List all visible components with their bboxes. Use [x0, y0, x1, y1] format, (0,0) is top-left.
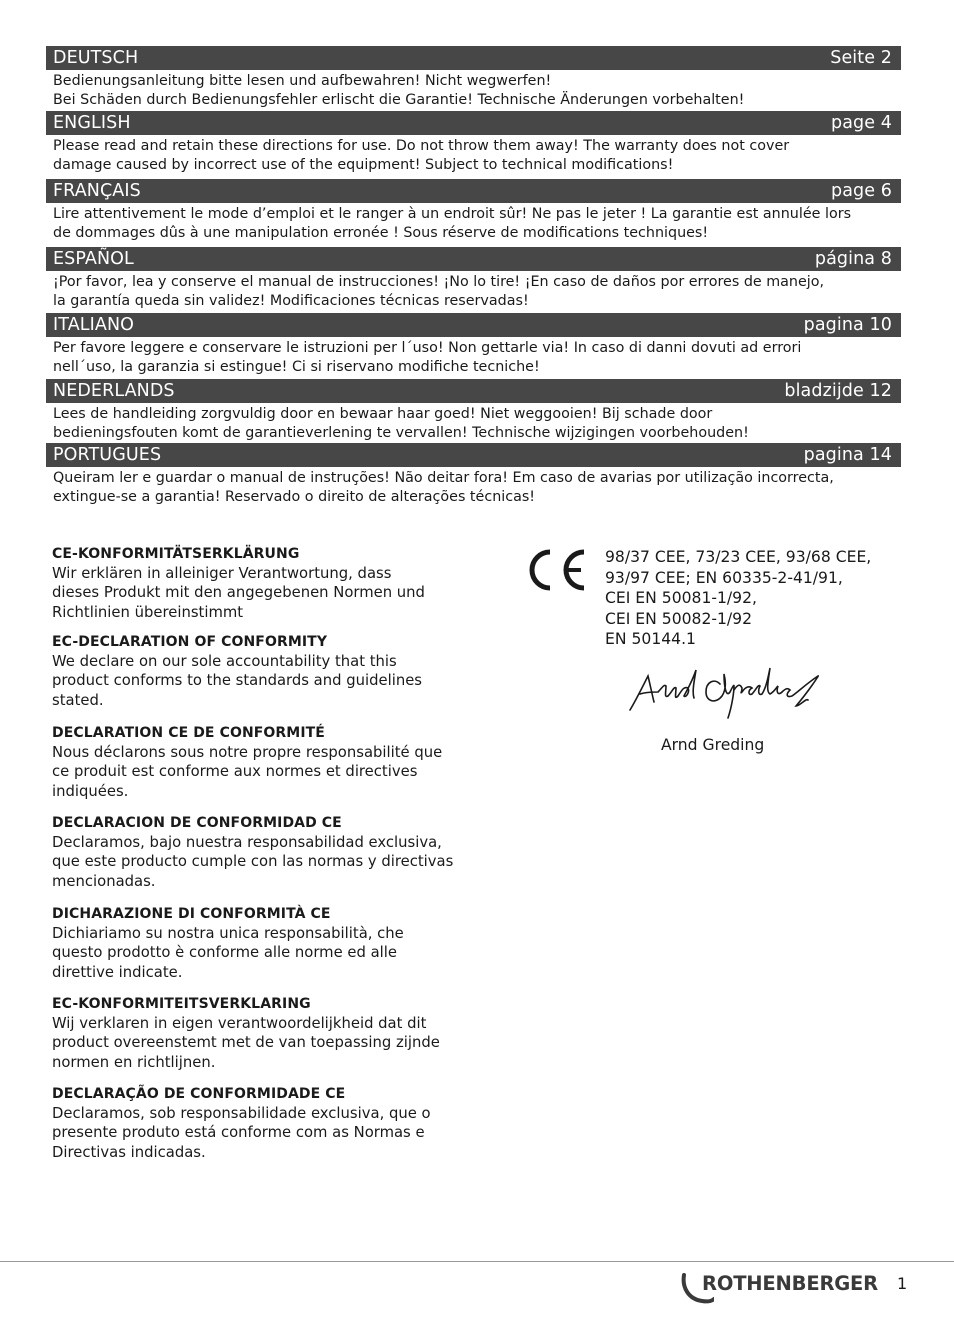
signer-name: Arnd Greding: [661, 736, 765, 754]
declaration-line: que este producto cumple con las normas y directivas: [52, 853, 454, 871]
declaration-title: EC-KONFORMITEITSVERKLARING: [52, 996, 311, 1012]
page-reference: page 4: [830, 113, 892, 133]
page-reference: bladzijde 12: [784, 381, 892, 401]
declaration-line: Dichiariamo su nostra unica responsabilità, che: [52, 925, 404, 942]
declaration-line: Declaramos, sob responsabilidade exclusiva, que o: [52, 1105, 431, 1122]
declaration-line: Wir erklären in alleiniger Verantwortung, dass: [52, 565, 392, 582]
language-notice: [46, 203, 901, 243]
language-notice: [46, 467, 901, 507]
language-section-es: [46, 247, 901, 311]
language-section-pt: [46, 443, 901, 507]
notice-line: Please read and retain these directions for use. Do not throw them away! The warranty does not cover: [53, 138, 790, 154]
language-notice: [46, 337, 901, 377]
declaration-title: DICHARAZIONE DI CONFORMITÀ CE: [52, 906, 331, 922]
language-name: ENGLISH: [53, 113, 131, 133]
notice-line: ¡Por favor, lea y conserve el manual de instrucciones! ¡No lo tire! ¡En caso de daños por errores de manejo,: [53, 274, 825, 290]
declaration-text: [52, 743, 472, 801]
declaration-text: [52, 1014, 472, 1072]
declaration-title: EC-DECLARATION OF CONFORMITY: [52, 634, 328, 650]
language-notice: [46, 271, 901, 311]
declaration-line: normen en richtlijnen.: [52, 1053, 216, 1071]
language-name: ESPAÑOL: [53, 249, 134, 269]
declaration-line: product overeenstemt met de van toepassing zijnde: [52, 1034, 440, 1052]
language-header-bar: [46, 443, 901, 467]
notice-line: nell´uso, la garanzia si estingue! Ci si riservano modifiche tecniche!: [53, 359, 540, 375]
declaration-es: [52, 814, 472, 891]
declaration-title: DECLARACION DE CONFORMIDAD CE: [52, 815, 342, 831]
language-section-en: [46, 111, 901, 175]
page-reference: page 6: [830, 181, 892, 201]
declaration-title: DECLARAÇÃO DE CONFORMIDADE CE: [52, 1086, 346, 1102]
page-reference: página 8: [814, 249, 892, 269]
norm-line: CEI EN 50082-1/92: [605, 609, 753, 628]
declaration-text: [52, 652, 472, 710]
language-header-bar: [46, 111, 901, 135]
language-header-bar: [46, 179, 901, 203]
page-number: 1: [897, 1274, 908, 1293]
norm-line: 93/97 CEE; EN 60335-2-41/91,: [605, 568, 843, 587]
norm-line: CEI EN 50081-1/92,: [605, 589, 757, 608]
declaration-title: CE-KONFORMITÄTSERKLÄRUNG: [52, 546, 300, 562]
page-reference: pagina 14: [803, 445, 892, 465]
declaration-it: [52, 905, 472, 982]
declaration-line: Wij verklaren in eigen verantwoordelijkheid dat dit: [52, 1015, 427, 1032]
declaration-nl: [52, 995, 472, 1072]
language-name: PORTUGUES: [53, 445, 162, 465]
language-header-bar: [46, 46, 901, 70]
brand-logo: [680, 1271, 880, 1305]
declaration-line: mencionadas.: [52, 872, 156, 890]
brand-name: ROTHENBERGER: [702, 1272, 878, 1295]
declaration-line: questo prodotto è conforme alle norme ed alle: [52, 944, 397, 962]
notice-line: bedieningsfouten komt de garantieverlening te vervallen! Technische wijzigingen voorbehouden!: [53, 425, 749, 441]
notice-line: extingue-se a garantia! Reservado o direito de alterações técnicas!: [53, 489, 536, 505]
page-reference: Seite 2: [830, 48, 892, 68]
declaration-line: ce produit est conforme aux normes et directives: [52, 763, 418, 781]
declaration-de: [52, 545, 472, 622]
declaration-line: We declare on our sole accountability that this: [52, 653, 397, 670]
language-notice: [46, 70, 901, 110]
notice-line: Lees de handleiding zorgvuldig door en bewaar haar goed! Niet weggooien! Bij schade door: [53, 406, 713, 422]
notice-line: Bedienungsanleitung bitte lesen und aufbewahren! Nicht wegwerfen!: [53, 73, 552, 89]
declaration-line: Richtlinien übereinstimmt: [52, 603, 244, 621]
declaration-line: Directivas indicadas.: [52, 1143, 206, 1161]
notice-line: de dommages dûs à une manipulation erronée ! Sous réserve de modifications techniques!: [53, 225, 709, 241]
language-name: ITALIANO: [53, 315, 135, 335]
declaration-text: [52, 833, 472, 891]
footer-divider: [0, 1261, 954, 1262]
declaration-line: Declaramos, bajo nuestra responsabilidad exclusiva,: [52, 834, 442, 851]
norm-line: EN 50144.1: [605, 630, 696, 649]
language-section-nl: [46, 379, 901, 443]
declaration-text: [52, 564, 472, 622]
language-notice: [46, 403, 901, 443]
declaration-pt: [52, 1085, 472, 1162]
declaration-line: stated.: [52, 691, 104, 709]
declaration-text: [52, 924, 472, 982]
notice-line: Lire attentivement le mode d’emploi et le ranger à un endroit sûr! Ne pas le jeter ! La garantie est annulée lors: [53, 206, 852, 222]
conformity-norms: [605, 547, 871, 650]
language-header-bar: [46, 379, 901, 403]
language-header-bar: [46, 313, 901, 337]
language-section-fr: [46, 179, 901, 243]
page-reference: pagina 10: [803, 315, 892, 335]
declaration-line: Nous déclarons sous notre propre responsabilité que: [52, 744, 443, 761]
declaration-title: DECLARATION CE DE CONFORMITÉ: [52, 725, 325, 741]
norm-line: 98/37 CEE, 73/23 CEE, 93/68 CEE,: [605, 548, 872, 566]
declaration-line: product conforms to the standards and guidelines: [52, 672, 423, 690]
notice-line: damage caused by incorrect use of the equipment! Subject to technical modifications!: [53, 157, 674, 173]
language-header-bar: [46, 247, 901, 271]
notice-line: Per favore leggere e conservare le istruzioni per l´uso! Non gettarle via! In caso di danni dovuti ad errori: [53, 340, 802, 356]
handwritten-signature: [622, 662, 832, 722]
language-name: NEDERLANDS: [53, 381, 175, 401]
language-section-it: [46, 313, 901, 377]
declaration-line: dieses Produkt mit den angegebenen Normen und: [52, 584, 425, 602]
declaration-text: [52, 1104, 472, 1162]
notice-line: Bei Schäden durch Bedienungsfehler erlischt die Garantie! Technische Änderungen vorbehalten!: [53, 92, 745, 108]
notice-line: la garantía queda sin validez! Modificaciones técnicas reservadas!: [53, 293, 529, 309]
notice-line: Queiram ler e guardar o manual de instruções! Não deitar fora! Em caso de avarias por utilização incorrecta,: [53, 470, 834, 486]
language-notice: [46, 135, 901, 175]
language-name: FRANÇAIS: [53, 181, 141, 201]
language-section-de: [46, 46, 901, 110]
declaration-line: direttive indicate.: [52, 963, 183, 981]
declaration-fr: [52, 724, 472, 801]
declaration-line: presente produto está conforme com as Normas e: [52, 1124, 425, 1142]
language-name: DEUTSCH: [53, 48, 139, 68]
declaration-en: [52, 633, 472, 710]
ce-mark-icon: [526, 548, 588, 592]
declaration-line: indiquées.: [52, 782, 129, 800]
